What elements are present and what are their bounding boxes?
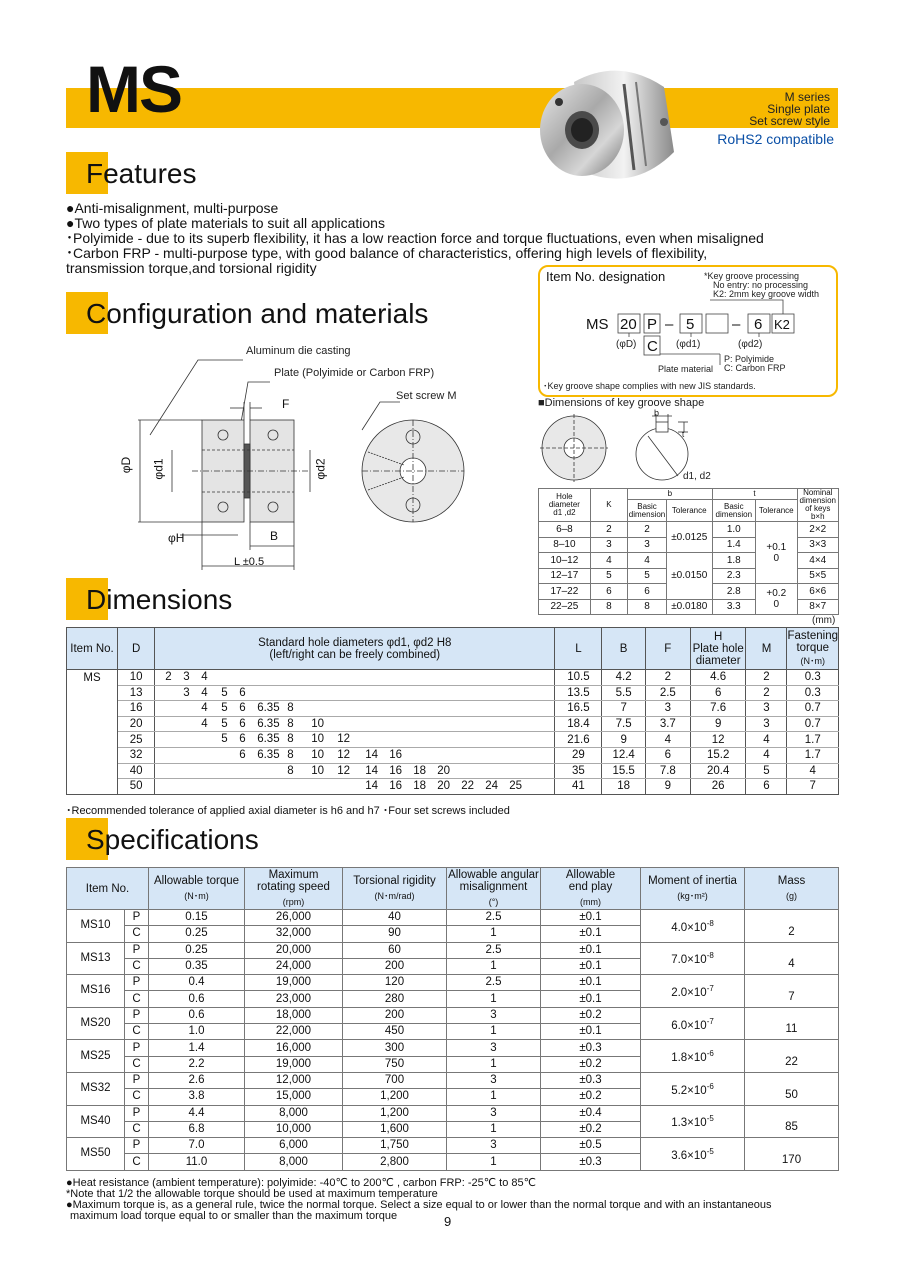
plate-label: Plate (Polyimide or Carbon FRP)	[274, 367, 435, 379]
hole-diameter: 16	[389, 764, 403, 777]
page-number: 9	[444, 1214, 452, 1229]
hole-diameter: 6	[239, 733, 246, 746]
hole-diameter: 20	[437, 780, 451, 793]
table-row: C 3.8 15,000 1,200 1 ±0.2	[67, 1089, 839, 1105]
hole-diameter: 3	[183, 671, 190, 683]
hole-diameter: 6.35	[257, 717, 280, 730]
hole-diameter: 20	[437, 764, 451, 777]
hole-diameter: 6.35	[257, 733, 280, 746]
feature-line: ･Carbon FRP - multi-purpose type, with good balance of characteristics, offering high levels of flexibility,	[66, 245, 708, 261]
hole-diameter: 6	[239, 702, 246, 715]
hole-diameter: 14	[365, 748, 379, 761]
hole-diameter: 24	[485, 780, 499, 793]
table-row: C 0.25 32,000 90 1 ±0.1	[67, 926, 839, 942]
hole-diameter: 6.35	[257, 702, 280, 715]
table-row: C 11.0 8,000 2,800 1 ±0.3	[67, 1154, 839, 1170]
unit-label: (mm)	[812, 615, 836, 626]
feature-line: ●Anti-misalignment, multi-purpose	[66, 200, 279, 216]
hole-diameter: 4	[201, 671, 208, 683]
spec-note: ●Heat resistance (ambient temperature): polyimide: -40℃ to 200℃ , carbon FRP: -25℃ to 85℃	[66, 1177, 536, 1189]
table-row: 20 4 5 6 6.35 8 10 18.4 7.5 3.7 9 3 0.7	[67, 716, 839, 732]
hole-diameter: 14	[365, 764, 379, 777]
hole-diameter: 5	[221, 686, 228, 699]
hole-diameter: 8	[287, 702, 294, 715]
table-row: MS25 P 1.4 16,000 300 3 ±0.3 $1.8\times 10^{-6}$ 22	[67, 1040, 839, 1056]
table-row: MS10 P 0.15 26,000 40 2.5 ±0.1 $4.0\times 10^{-8}$ 2	[67, 910, 839, 926]
table-row: 22–25 8 8 ±0.0180 3.3 8×7	[539, 599, 839, 615]
spec-note: ●Maximum torque is, as a general rule, twice the normal torque. Select a size equal to or lower than the normal torque and with an instantaneous	[66, 1199, 772, 1211]
hole-diameter: 8	[287, 733, 294, 746]
hole-diameter: 6	[239, 748, 246, 761]
table-row: 25 5 6 6.35 8 10 12 21.6 9 4 12 4 1.7	[67, 732, 839, 748]
hole-diameter: 8	[287, 764, 294, 777]
series-label: M series Single plate Set screw style	[749, 90, 830, 128]
table-row: C 0.6 23,000 280 1 ±0.1	[67, 991, 839, 1007]
hole-diameter: 14	[365, 780, 379, 793]
keygroove-table: Hole diameter d1 ,d2 K b t Nominal dimension of keys b×h Basic dimension Tolerance Basic dimension Tolerance 6–8 2 2 ±0.0125 1.0 +0.1 0 2×2 8–10 3 3 1.4 3×3 10–12 4 4 ±0.0150 1.8 4×4 12–17 5 5 2.3 5×5 17–22 6 6 2.8 +0.2 0 6×6 22–25 8 8 ±0.0180 3.3 8×7	[538, 488, 839, 615]
hole-diameter: 22	[461, 780, 475, 793]
aluminum-label: Aluminum die casting	[246, 345, 351, 357]
hole-diameter: 5	[221, 717, 228, 730]
table-row: 13 3 4 5 6 13.5 5.5 2.5 6 2 0.3	[67, 685, 839, 701]
hole-diameter: 18	[413, 780, 427, 793]
hole-diameter: 8	[287, 717, 294, 730]
hole-diameter: 5	[221, 733, 228, 746]
table-row: MS20 P 0.6 18,000 200 3 ±0.2 $6.0\times 10^{-7}$ 11	[67, 1007, 839, 1023]
product-photo	[524, 62, 684, 192]
hole-diameter: 4	[201, 717, 208, 730]
setscrew-label: Set screw M	[396, 390, 457, 402]
hole-diameter: 12	[337, 748, 351, 761]
hole-diameter: 4	[201, 702, 208, 715]
dimensions-note: ･Recommended tolerance of applied axial diameter is h6 and h7 ･Four set screws included	[66, 805, 510, 817]
specifications-table: Item No. Allowable torque (N･m) Maximum rotating speed (rpm) Torsional rigidity (N･m/rad) Allowable angular misalignment (°) Allowable end play (mm) Moment of inertia (kg･m²) Mass (g) MS10 P 0.15 26,000 40 2.5 ±0.1 $4.0\times 10^{-8}$ 2 C 0.25 32,000 90 1 ±0.1 MS13 P 0.25 20,000 60 2.5 ±0.1 $7.0\times 10^{-8}$ 4 C 0.35 24,000 200 1 ±0.1 MS16 P 0.4 19,000 120 2.5 ±0.1 $2.0\times 10^{-7}$ 7 C 0.6 23,000 280 1 ±0.1 MS20 P 0.6 18,000 200 3 ±0.2 $6.0\times 10^{-7}$ 11 C 1.0 22,000 450 1 ±0.1 MS25 P 1.4 16,000 300 3 ±0.3 $1.8\times 10^{-6}$ 22 C 2.2 19,000 750 1 ±0.2 MS32 P 2.6 12,000 700 3 ±0.3 $5.2\times 10^{-6}$ 50 C 3.8 15,000 1,200 1 ±0.2 MS40 P 4.4 8,000 1,200 3 ±0.4 $1.3\times 10^{-5}$ 85 C 6.8 10,000 1,600 1 ±0.2 MS50 P 7.0 6,000 1,750 3 ±0.5 $3.6\times 10^{-5}$ 170 C 11.0 8,000 2,800 1 ±0.3	[66, 867, 839, 1171]
hole-diameter: 3	[183, 686, 190, 699]
hole-diameter: 6	[239, 686, 246, 699]
hole-diameter: 18	[413, 764, 427, 777]
table-row: MS32 P 2.6 12,000 700 3 ±0.3 $5.2\times 10^{-6}$ 50	[67, 1072, 839, 1088]
hole-diameter: 16	[389, 780, 403, 793]
title-bar	[66, 88, 838, 128]
table-row: 17–22 6 6 2.8 +0.2 0 6×6	[539, 584, 839, 600]
feature-line: ･Polyimide - due to its superb flexibility, it has a low reaction force and torque fluctuations, even when misaligned	[66, 230, 764, 246]
hole-diameter: 6.35	[257, 748, 280, 761]
hole-diameter: 6	[239, 717, 246, 730]
hole-diameter: 5	[221, 702, 228, 715]
hole-diameter: 4	[201, 686, 208, 699]
hole-diameter: 12	[337, 764, 351, 777]
table-row: 12–17 5 5 2.3 5×5	[539, 568, 839, 584]
feature-line: ●Two types of plate materials to suit all applications	[66, 215, 385, 231]
table-row: C 2.2 19,000 750 1 ±0.2	[67, 1056, 839, 1072]
table-row: 40 8 10 12 14 16 18 20 35 15.5 7.8 20.4 5 4	[67, 763, 839, 779]
table-row: 16 4 5 6 6.35 8 16.5 7 3 7.6 3 0.7	[67, 701, 839, 717]
hole-diameter: 10	[311, 748, 325, 761]
hole-diameter: 2	[165, 671, 172, 683]
hole-diameter: 10	[311, 764, 325, 777]
table-row: 50 14 16 18 20 22 24 25 41 18 9 26 6 7	[67, 779, 839, 795]
feature-line: transmission torque,and torsional rigidity	[66, 260, 317, 276]
table-row: MS50 P 7.0 6,000 1,750 3 ±0.5 $3.6\times 10^{-5}$ 170	[67, 1138, 839, 1154]
table-row: MS40 P 4.4 8,000 1,200 3 ±0.4 $1.3\times 10^{-5}$ 85	[67, 1105, 839, 1121]
dimensions-table: Item No. D Standard hole diameters φd1, φd2 H8 (left/right can be freely combined) L B F H Plate hole diameter M Fastening torque (N･m) MS 10 2 3 4 10.5 4.2 2 4.6 2 0.3 13 3 4 5 6 13.5 5.5 2.5 6 2 0.3 16 4 5 6 6.35 8 16.5 7 3 7.6 3 0.7 20 4 5 6 6.35 8 10 18.4 7.5 3.7 9 3 0.7 25 5 6 6.35 8 10 12 21.6 9 4 12 4 1.7 32 6 6.35 8 10 12 14 16 29 12.4 6 15.2 4 1.7 40 8 10 12 14 16 18 20 35 15.5 7.8 20.4 5 4 50 14 16 18 20 22 24 25 41 18 9 26 6 7	[66, 627, 839, 795]
hole-diameter: 16	[389, 748, 403, 761]
table-row: 8–10 3 3 1.4 3×3	[539, 537, 839, 553]
spec-note: *Note that 1/2 the allowable torque should be used at maximum temperature	[66, 1188, 438, 1200]
table-row: MS 10 2 3 4 10.5 4.2 2 4.6 2 0.3	[67, 670, 839, 686]
hole-diameter: 25	[509, 780, 523, 793]
key-groove-note: *Key groove processing No entry: no processing K2: 2mm key groove width	[704, 271, 820, 299]
hole-diameter: 8	[287, 748, 294, 761]
hole-diameter: 10	[311, 733, 325, 746]
page-title: MS	[86, 52, 181, 126]
hole-diameter: 12	[337, 733, 351, 746]
table-row: MS13 P 0.25 20,000 60 2.5 ±0.1 $7.0\times 10^{-8}$ 4	[67, 942, 839, 958]
keygroove-title: ■Dimensions of key groove shape	[538, 397, 705, 409]
table-row: C 1.0 22,000 450 1 ±0.1	[67, 1024, 839, 1040]
hole-diameter: 10	[311, 717, 325, 730]
spec-note: maximum load torque equal to or smaller than the maximum torque	[70, 1210, 398, 1222]
table-row: 6–8 2 2 ±0.0125 1.0 +0.1 0 2×2	[539, 522, 839, 538]
table-row: C 0.35 24,000 200 1 ±0.1	[67, 958, 839, 974]
table-row: 10–12 4 4 ±0.0150 1.8 4×4	[539, 553, 839, 569]
item-designation-box: Item No. designation *Key groove processing No entry: no processing K2: 2mm key groove width MS 20 P C – 5 – 6 K2 (φD) (φd1) (φd2) Plate material P: Polyimide C: Carbon FRP ･Key groove shape complies with new JIS standards.	[538, 265, 838, 397]
rohs-label: RoHS2 compatible	[717, 131, 834, 147]
table-row: MS16 P 0.4 19,000 120 2.5 ±0.1 $2.0\times 10^{-7}$ 7	[67, 975, 839, 991]
table-row: 32 6 6.35 8 10 12 14 16 29 12.4 6 15.2 4 1.7	[67, 747, 839, 763]
table-row: C 6.8 10,000 1,600 1 ±0.2	[67, 1121, 839, 1137]
